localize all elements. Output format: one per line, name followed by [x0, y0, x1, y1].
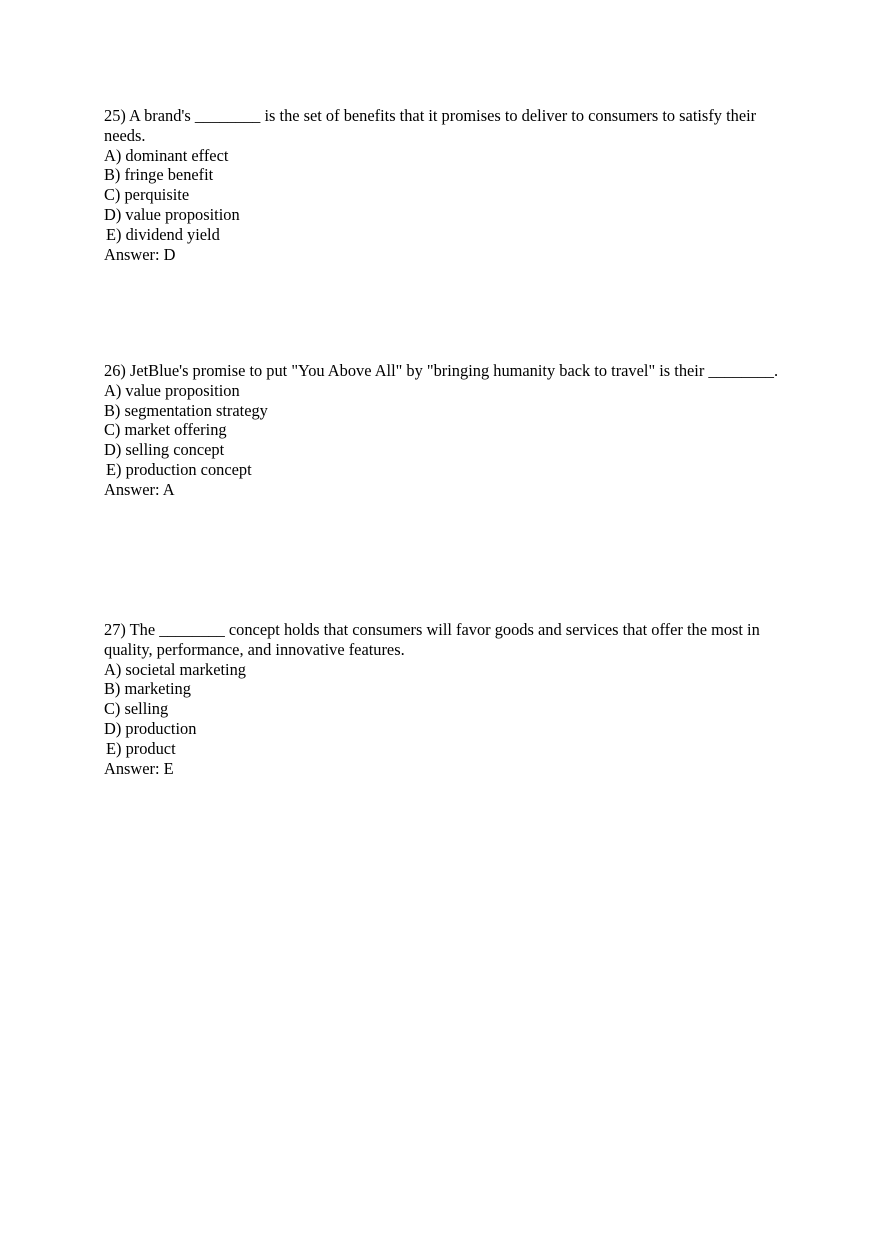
option-a: A) value proposition — [104, 380, 240, 400]
option-d: D) production — [104, 718, 197, 738]
option-b: B) marketing — [104, 679, 191, 699]
option-a: A) societal marketing — [104, 659, 247, 679]
answer-line: Answer: E — [104, 758, 174, 778]
option-list — [104, 381, 794, 480]
question-stem: 26) JetBlue's promise to put "You Above All" by "bringing humanity back to travel" is their ________. — [104, 361, 779, 380]
option-d: D) value proposition — [104, 204, 240, 224]
answer-line: Answer: A — [104, 479, 175, 499]
question-stem: 27) The ________ concept holds that consumers will favor goods and services that offer the most in quality, performance, and innovative features. — [104, 620, 760, 659]
option-list — [104, 660, 794, 759]
option-b: B) segmentation strategy — [104, 400, 268, 420]
option-c: C) market offering — [104, 420, 227, 440]
option-d: D) selling concept — [104, 440, 225, 460]
question-25 — [104, 106, 794, 264]
option-a: A) dominant effect — [104, 145, 229, 165]
option-e: E) product — [106, 738, 176, 758]
question-27 — [104, 620, 794, 778]
answer-line: Answer: D — [104, 244, 176, 264]
option-list — [104, 146, 794, 245]
question-26 — [104, 361, 794, 500]
option-e: E) dividend yield — [106, 224, 220, 244]
question-stem: 25) A brand's ________ is the set of benefits that it promises to deliver to consumers to satisfy their needs. — [104, 106, 757, 145]
option-e: E) production concept — [106, 459, 252, 479]
option-c: C) perquisite — [104, 185, 190, 205]
option-b: B) fringe benefit — [104, 165, 214, 185]
option-c: C) selling — [104, 699, 169, 719]
